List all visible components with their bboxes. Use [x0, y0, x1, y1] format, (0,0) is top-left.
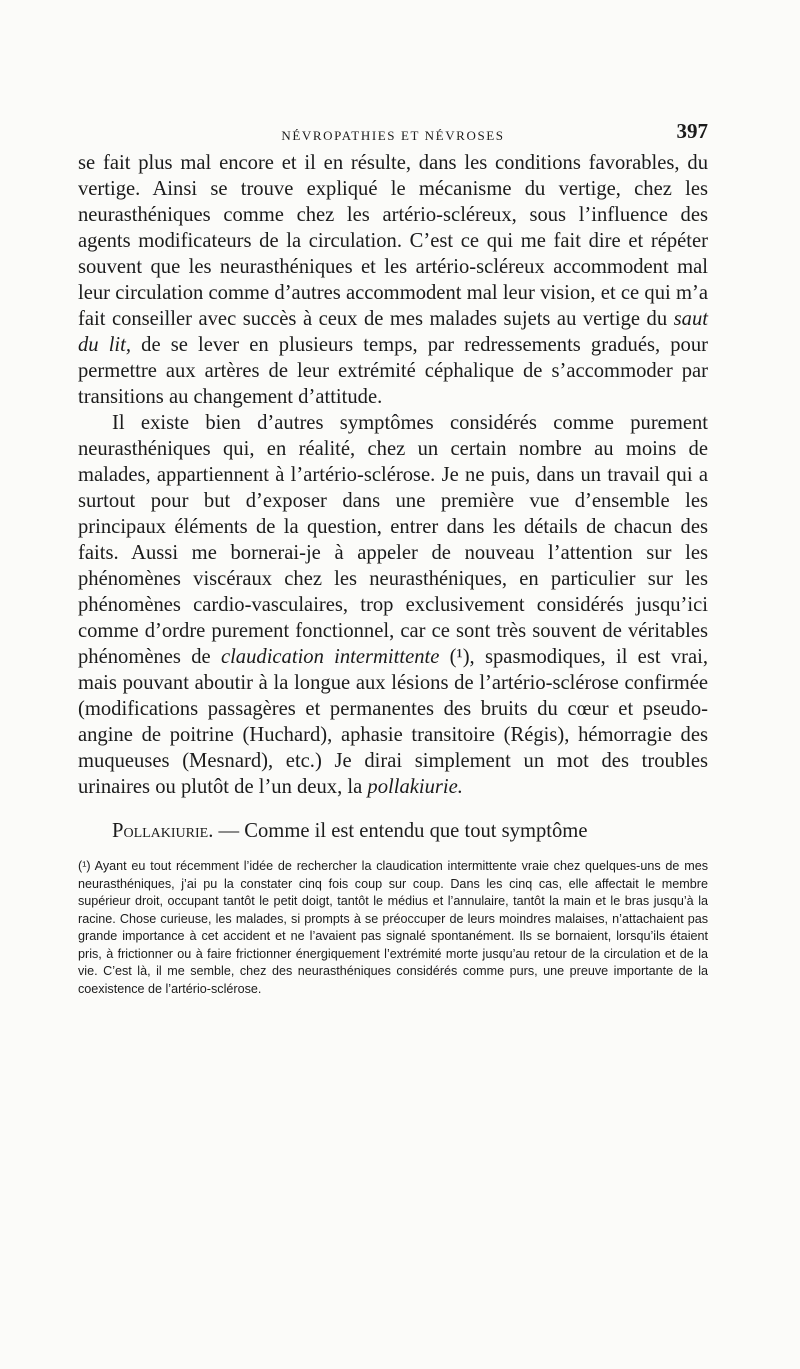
section-heading: Pollakiurie. — [112, 820, 214, 842]
footnote-reference: (¹), — [449, 646, 475, 668]
paragraph-3 — [78, 818, 708, 844]
emphasis-saut-du-lit: saut du lit, — [78, 308, 708, 356]
page-header — [78, 116, 708, 144]
book-page — [78, 116, 708, 998]
page-number: 397 — [676, 119, 708, 143]
section-gap — [78, 800, 708, 818]
body-text — [78, 150, 708, 844]
paragraph-3-text: — Comme il est entendu que tout symptôme — [218, 820, 588, 842]
footnote-1: (¹) Ayant eu tout récemment l’idée de rechercher la claudication intermittente vraie chez quelques-uns de mes neurasthéniques, j’ai pu la constater cinq fois coup sur coup. Dans les cinq cas, elle affectait le membre supérieur droit, occupant tantôt le petit doigt, tantôt le médius et l’annulaire, tantôt la main et le bras jusqu’à la racine. Chose curieuse, les malades, si prompts à se préoccuper de leurs moindres malaises, n’attachaient pas grande importance à cet accident et ne l’avaient pas signalé spontanément. Ils se bornaient, lorsqu’ils étaient pris, à frictionner ou à faire frictionner énergiquement l’extrémité morte jusqu’au retour de la circulation et de la vie. C’est là, il me semble, chez des neurasthéniques considérés comme purs, une preuve importante de la coexistence de l’artério-sclérose. — [78, 859, 708, 996]
paragraph-2-text: Il existe bien d’autres symptômes considérés comme purement neurasthéniques qui, en réalité, chez un certain nombre au moins de malades, appartiennent à l’artério-sclérose. Je ne puis, dans un travail qui a surtout pour but d’exposer dans une première vue d’ensemble les principaux éléments de la question, entrer dans les détails de chacun des faits. Aussi me bornerai-je à appeler de nouveau l’attention sur les phénomènes viscéraux chez les neurasthéniques, en particulier sur les phénomènes cardio-vasculaires, trop exclusivement considérés jusqu’ici comme d’ordre purement fonctionnel, car ce sont très souvent de véritables phénomènes de — [78, 412, 708, 668]
paragraph-1-end: de se lever en plusieurs temps, par redressements gradués, pour permettre aux artères de leur extrémité céphalique de s’accommoder par transitions au changement d’attitude. — [78, 334, 708, 408]
paragraph-2 — [78, 410, 708, 800]
running-head: NÉVROPATHIES ET NÉVROSES — [281, 128, 505, 143]
paragraph-1 — [78, 150, 708, 410]
emphasis-claudication: claudication intermittente — [220, 646, 440, 668]
footnotes — [78, 858, 708, 998]
paragraph-1-text: se fait plus mal encore et il en résulte, dans les conditions favorables, du vertige. Ainsi se trouve expliqué le mécanisme du vertige, chez les neurasthéniques comme chez les artério-scléreux, sous l’influence des agents modificateurs de la circulation. C’est ce qui me fait dire et répéter souvent que les neurasthéniques et les artério-scléreux accommodent mal leur circulation comme d’autres accommodent mal leur vision, et ce qui m’a fait conseiller avec succès à ceux de mes malades sujets au vertige du — [78, 152, 708, 330]
paragraph-2-text-b: spasmodiques, il est vrai, mais pouvant aboutir à la longue aux lésions de l’artério-sclérose confirmée (modifications passagères et permanentes des bruits du cœur et pseudo-angine de poitrine (Huchard), aphasie transitoire (Régis), hémorragie des muqueuses (Mesnard), etc.) Je dirai simplement un mot des troubles urinaires ou plutôt de l’un deux, la — [78, 646, 708, 798]
emphasis-pollakiurie: pollakiurie. — [367, 776, 463, 798]
